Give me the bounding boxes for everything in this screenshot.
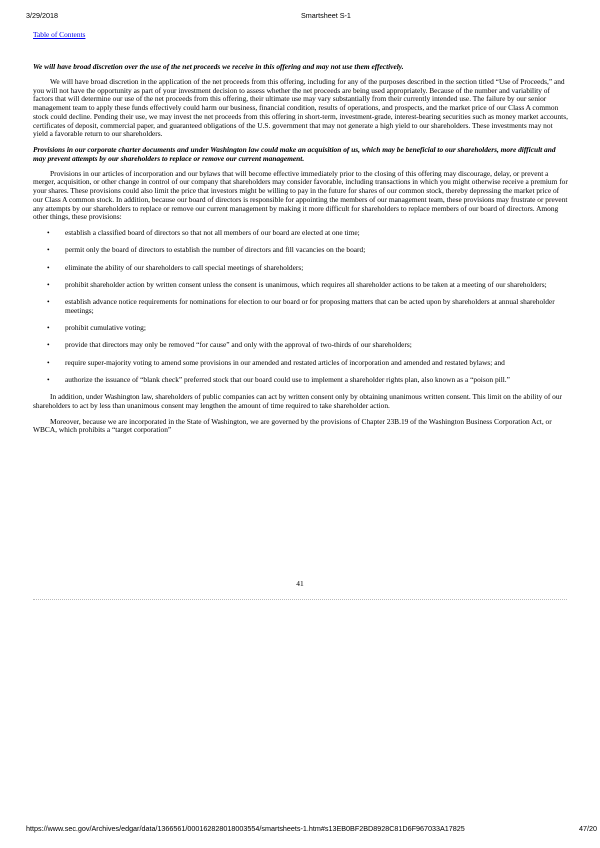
bullet-icon: • [47, 279, 50, 289]
list-item-text: provide that directors may only be removed “for cause” and only with the approval of two-thirds of our shareholders; [65, 340, 412, 350]
list-item [33, 324, 568, 333]
list-item-text: permit only the board of directors to establish the number of directors and fill vacancies on the board; [65, 245, 366, 255]
list-item-text: require super-majority voting to amend some provisions in our amended and restated articles of incorporation and amended and restated bylaws; and [65, 357, 505, 367]
bullet-icon: • [47, 374, 50, 384]
list-item-text: authorize the issuance of “blank check” preferred stock that our board could use to implement a shareholder rights plan, also known as a “poison pill.” [65, 374, 510, 384]
list-item-text: establish a classified board of directors so that not all members of our board are elected at one time; [65, 228, 360, 237]
list-item-text: eliminate the ability of our shareholders to call special meetings of shareholders; [65, 262, 304, 272]
bullet-icon: • [47, 297, 50, 306]
list-item [33, 264, 568, 273]
print-title: Smartsheet S-1 [301, 11, 351, 20]
bullet-icon: • [47, 245, 50, 255]
bullet-icon: • [47, 228, 50, 237]
bullet-icon: • [47, 340, 50, 350]
list-item-text: prohibit shareholder action by written consent unless the consent is unanimous, which requires all shareholder actions to be taken at a meeting of our shareholders; [65, 279, 547, 289]
list-item-text: establish advance notice requirements for nominations for election to our board or for proposing matters that can be acted upon by shareholders at annual shareholder meetings; [65, 297, 555, 315]
paragraph-charter-provisions: Provisions in our articles of incorporation and our bylaws that will become effective immediately prior to the closing of this offering may discourage, delay, or prevent a merger, acquisition, or other change in control of our company that shareholders may consider favorable, including transactions in which you might otherwise receive a premium for your shares. These provisions could also limit the price that investors might be willing to pay in the future for shares of our common stock, thereby depressing the market price of our Class A common stock. In addition, because our board of directors is responsible for appointing the members of our management team, these provisions may frustrate or prevent any attempts by our shareholders to replace or remove our current management by making it more difficult for shareholders to replace members of our board of directors. Among other things, these provisions: [33, 168, 568, 222]
list-item [33, 229, 568, 238]
list-item [33, 341, 568, 350]
list-item [33, 376, 568, 385]
table-of-contents-link[interactable]: Table of Contents [33, 30, 86, 39]
paragraph-wbca: Moreover, because we are incorporated in the State of Washington, we are governed by the provisions of Chapter 23B.19 of the Washington Business Corporation Act, or WBCA, which prohibits a “target corporation” [33, 416, 552, 435]
page-divider [33, 599, 567, 600]
paragraph-written-consent: In addition, under Washington law, shareholders of public companies can act by written consent only by obtaining unanimous written consent. This limit on the ability of our shareholders to act by less than unanimous consent may lengthen the amount of time required to take shareholder action. [33, 392, 562, 410]
print-page-count: 47/20 [579, 824, 597, 833]
page-number: 41 [296, 579, 304, 588]
list-item [33, 246, 568, 255]
print-date: 3/29/2018 [26, 11, 58, 20]
section-heading-charter-provisions: Provisions in our corporate charter documents and under Washington law could make an acquisition of us, which may be beneficial to our shareholders, more difficult and may prevent attempts by our shareholders to replace or remove our current management. [33, 145, 556, 163]
bullet-icon: • [47, 357, 50, 367]
list-item [33, 298, 568, 316]
list-item-text: prohibit cumulative voting; [65, 323, 146, 332]
print-url: https://www.sec.gov/Archives/edgar/data/1366561/000162828018003554/smartsheets-1.htm#s13EB0BF2BD8928C81D6F967033A17825 [26, 824, 465, 833]
bullet-icon: • [47, 323, 50, 332]
paragraph-net-proceeds: We will have broad discretion in the application of the net proceeds from this offering, including for any of the purposes described in the section titled “Use of Proceeds,” and you will not have the opportunity as part of your investment decision to assess whether the net proceeds are being used appropriately. Because of the number and variability of factors that will determine our use of the net proceeds from this offering, their ultimate use may vary substantially from their currently intended use. The failure by our senior management team to apply these funds effectively could harm our business, financial condition, results of operations, and prospects, and the market price of our Class A common stock could decline. Pending their use, we may invest the net proceeds from this offering in short-term, investment-grade, interest-bearing securities such as money market accounts, certificates of deposit, commercial paper, and guaranteed obligations of the U.S. government that may not generate a high yield to our shareholders. These investments may not yield a favorable return to our shareholders. [33, 76, 568, 139]
bullet-icon: • [47, 262, 50, 272]
list-item [33, 281, 568, 290]
section-heading-net-proceeds: We will have broad discretion over the use of the net proceeds we receive in this offering and may not use them effectively. [33, 62, 404, 71]
provisions-list [33, 229, 568, 385]
document-body [33, 63, 568, 442]
list-item [33, 359, 568, 368]
